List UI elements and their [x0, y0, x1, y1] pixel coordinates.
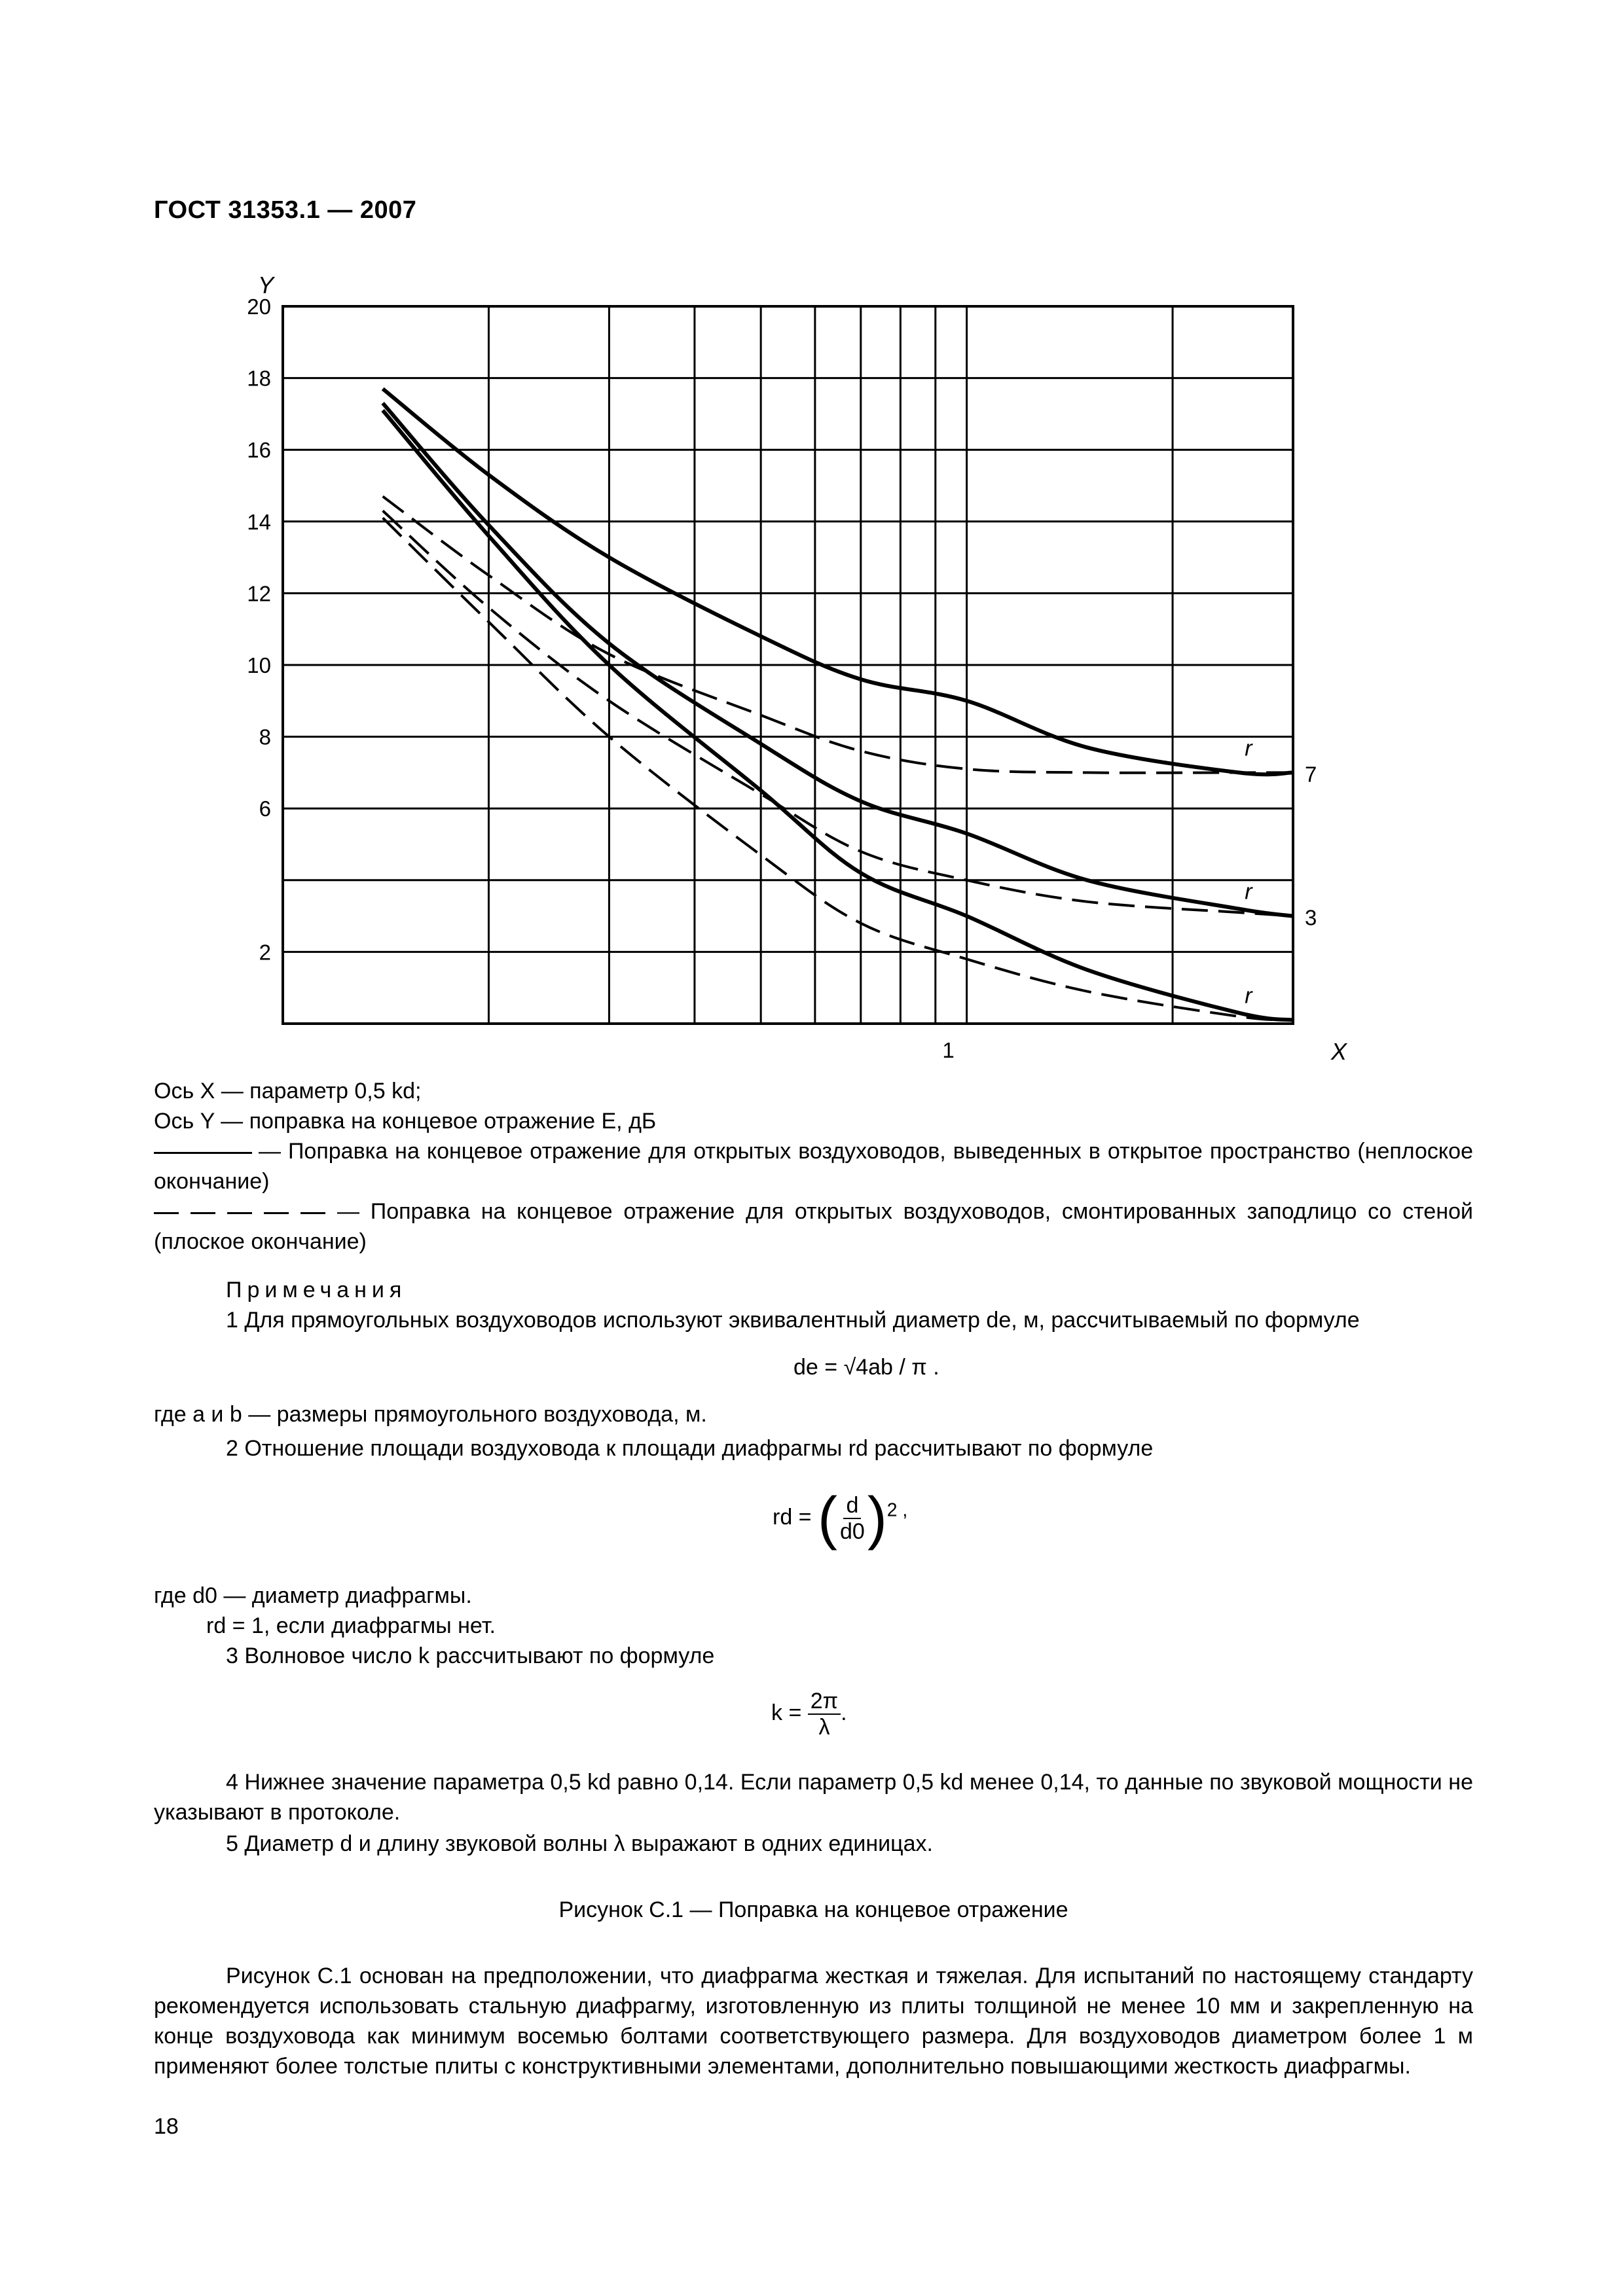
end-reflection-chart	[0, 0, 1623, 1113]
note-5: 5 Диаметр d и длину звуковой волны λ выражают в одних единицах.	[226, 1831, 933, 1856]
chart-curves	[383, 389, 1293, 1020]
y-axis-label: Y	[257, 272, 274, 298]
legend-dashed-line: — Поправка на концевое отражение для открытых воздуховодов, смонтированных заподлицо со стеной (плоское окончание)	[154, 1199, 1473, 1254]
note-4: 4 Нижнее значение параметра 0,5 kd равно 0,14. Если параметр 0,5 kd менее 0,14, то данные по звуковой мощности не указывают в протоколе.	[154, 1770, 1473, 1825]
curve-r-label: r	[1245, 736, 1252, 761]
note-2-tail-1: где d0 — диаметр диафрагмы.	[154, 1583, 472, 1608]
note-2-tail-2: rd = 1, если диафрагмы нет.	[206, 1613, 496, 1638]
legend-solid-sample	[154, 1152, 252, 1154]
curve-number-label: 3	[1305, 905, 1317, 930]
page-number: 18	[154, 2114, 179, 2139]
chart-grid	[283, 306, 1293, 1024]
formula-wave-number: k = $\frac{2\pi}{\lambda}$ .	[771, 1689, 847, 1740]
y-tick-label: 18	[247, 366, 271, 391]
y-tick-label: 16	[247, 438, 271, 463]
legend-solid-line: — Поправка на концевое отражение для открытых воздуховодов, выведенных в открытое пространство (неплоское окончание)	[154, 1139, 1473, 1194]
y-tick-label: 14	[247, 509, 271, 534]
solid-curve-3	[383, 403, 1293, 916]
y-tick-label: 20	[247, 295, 271, 319]
y-tick-label: 2	[259, 940, 271, 965]
note-1: 1 Для прямоугольных воздуховодов используют эквивалентный диаметр dе, м, рассчитываемый по формуле	[226, 1308, 1360, 1333]
note-3: 3 Волновое число k рассчитывают по формуле	[226, 1643, 715, 1668]
y-tick-label: 10	[247, 653, 271, 677]
body-paragraph: Рисунок С.1 основан на предположении, что диафрагма жесткая и тяжелая. Для испытаний по настоящему стандарту рекомендуется использовать стальную диафрагму, изготовленную из плиты толщиной не менее 10 мм и закрепленную на конце воздуховода как минимум восемью болтами соответствующего размера. Для воздуховодов диаметром более 1 м применяют более толстые плиты с конструктивными элементами, дополнительно повышающими жесткость диафрагмы.	[154, 1964, 1473, 2079]
chart-labels	[247, 272, 1348, 1065]
y-tick-label: 8	[259, 725, 271, 749]
y-tick-label: 12	[247, 581, 271, 606]
x-tick-label: 1	[942, 1038, 955, 1062]
notes-heading: Примечания	[226, 1278, 407, 1302]
y-tick-label: 6	[259, 797, 271, 821]
note-1-tail: где a и b — размеры прямоугольного воздуховода, м.	[154, 1402, 707, 1427]
x-axis-label: X	[1330, 1038, 1347, 1065]
solid-curve-lowest	[383, 410, 1293, 1020]
axis-x-description: Ось X — параметр 0,5 kd;	[154, 1079, 422, 1103]
legend-dashed-sample	[154, 1212, 331, 1214]
curve-r-label: r	[1245, 879, 1252, 905]
curve-number-label: 7	[1305, 762, 1317, 787]
formula-equivalent-diameter: de = √4ab / π .	[793, 1355, 939, 1380]
document-header: ГОСТ 31353.1 — 2007	[154, 196, 417, 224]
formula-area-ratio: rd = ( $\frac{d}{d0}$ )$^{2 ,}$	[773, 1486, 908, 1551]
note-2: 2 Отношение площади воздуховода к площади диафрагмы rd рассчитывают по формуле	[226, 1436, 1154, 1461]
solid-curve-7	[383, 389, 1293, 774]
axis-y-description: Ось Y — поправка на концевое отражение E, дБ	[154, 1109, 657, 1134]
figure-caption: Рисунок С.1 — Поправка на концевое отражение	[558, 1897, 1068, 1922]
curve-r-label: r	[1245, 983, 1252, 1009]
